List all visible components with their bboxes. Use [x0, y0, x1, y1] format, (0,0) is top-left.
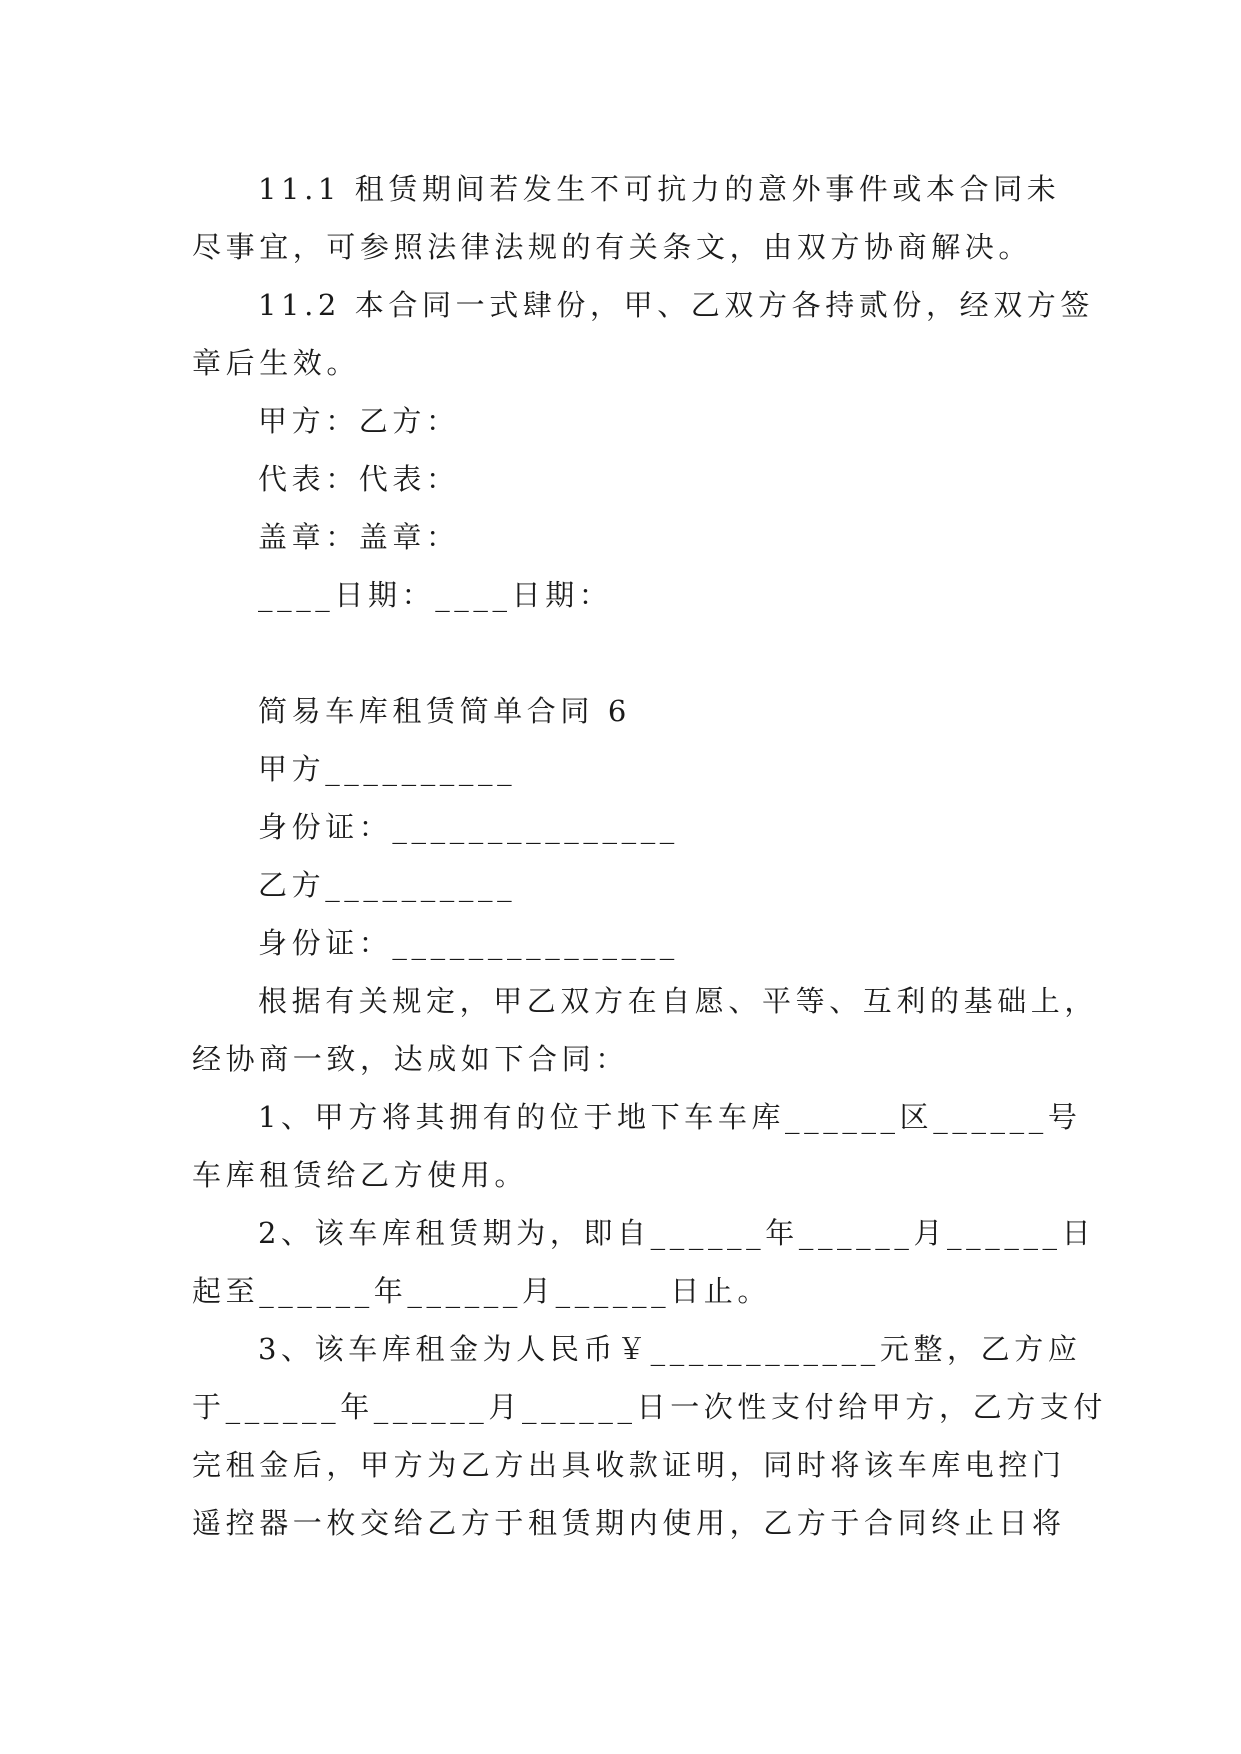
- clause-1-line-1: 1、甲方将其拥有的位于地下车车库______区______号: [258, 1100, 1082, 1134]
- clause-1-line-2: 车库租赁给乙方使用。: [192, 1158, 529, 1192]
- signature-date-line: ____日期：____日期：: [258, 578, 613, 612]
- clause-11-2-line-1: 11.2 本合同一式肆份，甲、乙双方各持贰份，经双方签: [258, 288, 1094, 322]
- party-a-id-field: 身份证：_______________: [258, 810, 679, 844]
- clause-3-line-4: 遥控器一枚交给乙方于租赁期内使用，乙方于合同终止日将: [192, 1506, 1066, 1540]
- party-b-field: 乙方__________: [258, 868, 517, 902]
- clause-3-line-2: 于______年______月______日一次性支付给甲方，乙方支付: [192, 1390, 1108, 1424]
- clause-11-1-line-1: 11.1 租赁期间若发生不可抗力的意外事件或本合同未: [258, 172, 1061, 206]
- clause-11-2-line-2: 章后生效。: [192, 346, 361, 380]
- clause-11-1-line-2: 尽事宜，可参照法律法规的有关条文，由双方协商解决。: [192, 230, 1033, 264]
- preamble-line-2: 经协商一致，达成如下合同：: [192, 1042, 629, 1076]
- signature-representative-line: 代表：代表：: [258, 462, 460, 496]
- contract-title: 简易车库租赁简单合同 6: [258, 694, 631, 728]
- signature-seal-line: 盖章：盖章：: [258, 520, 460, 554]
- document-page: [192, 160, 1108, 1552]
- clause-2-line-1: 2、该车库租赁期为，即自______年______月______日: [258, 1216, 1096, 1250]
- section-spacer: [192, 624, 1050, 682]
- preamble-line-1: 根据有关规定，甲乙双方在自愿、平等、互利的基础上，: [258, 984, 1099, 1018]
- signature-party-line: 甲方：乙方：: [258, 404, 460, 438]
- party-a-field: 甲方__________: [258, 752, 517, 786]
- clause-3-line-1: 3、该车库租金为人民币￥____________元整，乙方应: [258, 1332, 1082, 1366]
- clause-2-line-2: 起至______年______月______日止。: [192, 1274, 772, 1308]
- party-b-id-field: 身份证：_______________: [258, 926, 679, 960]
- clause-3-line-3: 完租金后，甲方为乙方出具收款证明，同时将该车库电控门: [192, 1448, 1066, 1482]
